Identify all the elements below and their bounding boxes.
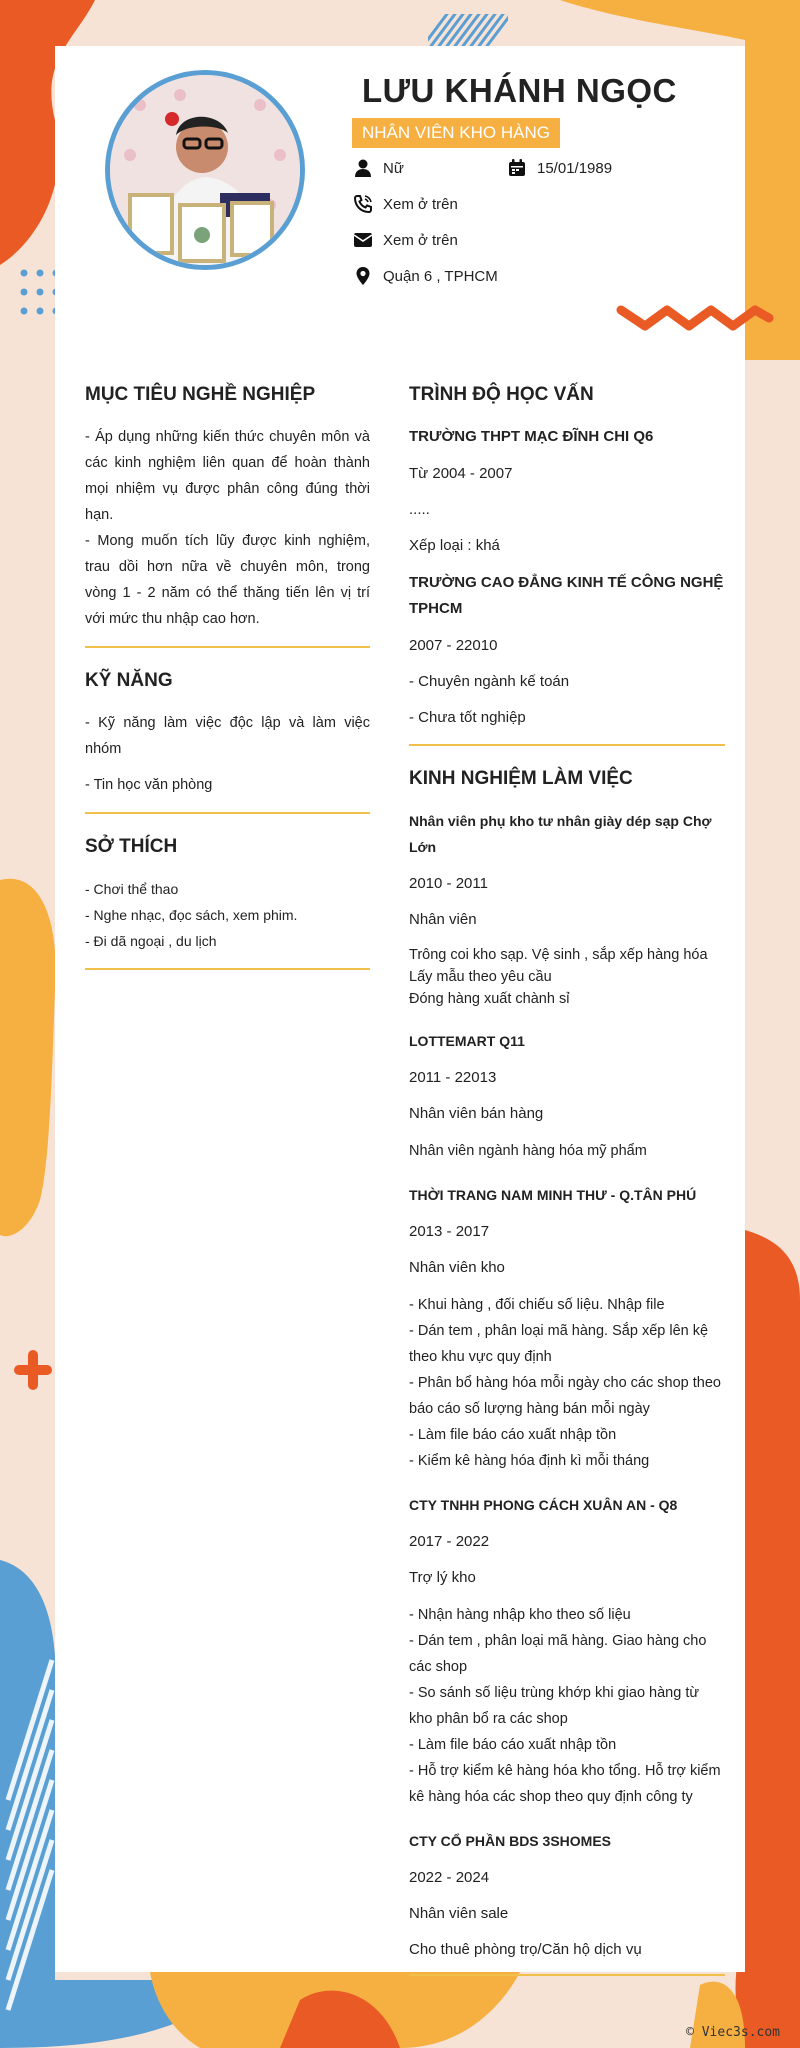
experience-period: 2011 - 22013 [409,1069,497,1086]
desc-line: - Làm file báo cáo xuất nhập tồn [409,1427,617,1443]
section-divider [409,744,725,746]
section-divider [85,812,370,814]
experience-desc [409,944,725,1010]
education-detail: - Chưa tốt nghiệp [409,709,526,726]
gender-value: Nữ [383,159,404,177]
experience-desc: Cho thuê phòng trọ/Căn hộ dịch vụ [409,1941,642,1958]
skills-body [85,710,370,798]
desc-line: - Nhận hàng nhập kho theo số liệu [409,1607,631,1623]
desc-line: - So sánh số liệu trùng khớp khi giao hàng từ kho phân bổ ra các shop [409,1685,700,1727]
education-period: 2007 - 22010 [409,637,498,654]
resume-page [55,46,745,1972]
objective-line: - Áp dụng những kiến thức chuyên môn và các kinh nghiệm liên quan để hoàn thành mọi nhiệm vụ được phân công đúng thời hạn. [85,429,370,523]
education-entry [409,424,725,558]
experience-entry [409,1828,725,1962]
birthdate-value: 15/01/1989 [537,159,613,177]
desc-line: - Hỗ trợ kiểm kê hàng hóa kho tổng. Hỗ trợ kiểm kê hàng hóa các shop theo quy định công ty [409,1763,721,1805]
company-name: Nhân viên phụ kho tư nhân giày dép sạp Chợ Lớn [409,813,712,855]
section-divider [85,646,370,648]
experience-period: 2022 - 2024 [409,1869,490,1886]
phone-icon [353,194,373,214]
hobbies-body [85,876,370,954]
phone-value: Xem ở trên [383,195,458,213]
phone-info [353,194,458,214]
experience-title: KINH NGHIỆM LÀM VIỆC [409,768,633,789]
envelope-icon [353,230,373,250]
avatar [105,70,305,270]
objective-title: MỤC TIÊU NGHỀ NGHIỆP [85,384,316,405]
desc-line: - Phân bổ hàng hóa mỗi ngày cho các shop theo báo cáo số lượng hàng bán mỗi ngày [409,1375,721,1417]
hobby-item: - Chơi thể thao [85,881,179,897]
left-column [85,384,370,992]
experience-entry [409,1182,725,1474]
objective-body [85,424,370,632]
candidate-name: LƯU KHÁNH NGỌC [362,72,677,109]
birthdate-info [507,158,612,178]
map-pin-icon [353,266,373,286]
desc-line: - Dán tem , phân loại mã hàng. Giao hàng cho các shop [409,1633,707,1675]
section-divider [409,1974,725,1976]
calendar-icon [507,158,527,178]
company-name: CTY CỔ PHẦN BDS 3SHOMES [409,1833,611,1849]
desc-line: - Dán tem , phân loại mã hàng. Sắp xếp lên kệ theo khu vực quy định [409,1323,709,1365]
skill-item: - Tin học văn phòng [85,777,213,793]
experience-position: Trợ lý kho [409,1569,476,1586]
education-period: Từ 2004 - 2007 [409,465,513,482]
experience-position: Nhân viên [409,911,477,928]
email-info [353,230,458,250]
address-info [353,266,498,286]
objective-line: - Mong muốn tích lũy được kinh nghiệm, trau dồi hơn nữa về chuyên môn, trong vòng 1 - 2 năm có thể thăng tiến lên vị trí với mức thu nhập cao hơn. [85,533,370,627]
desc-line: Lấy mẫu theo yêu cầu [409,969,552,985]
desc-line: - Làm file báo cáo xuất nhập tồn [409,1737,617,1753]
experience-position: Nhân viên sale [409,1905,509,1922]
education-detail: Xếp loại : khá [409,537,500,554]
experience-position: Nhân viên kho [409,1259,505,1276]
experience-entry [409,808,725,1010]
company-name: THỜI TRANG NAM MINH THƯ - Q.TÂN PHÚ [409,1187,697,1203]
experience-desc [409,1602,725,1810]
email-value: Xem ở trên [383,231,458,249]
experience-position: Nhân viên bán hàng [409,1105,544,1122]
zigzag-decoration [615,302,775,332]
right-column [409,384,725,1998]
hobbies-title: SỞ THÍCH [85,836,178,857]
watermark: © Viec3s.com [686,2025,780,2040]
experience-desc [409,1138,725,1164]
hobby-item: - Nghe nhạc, đọc sách, xem phim. [85,907,298,923]
desc-line: Đóng hàng xuất chành sỉ [409,991,570,1007]
experience-entry [409,1492,725,1810]
desc-line: - Kiểm kê hàng hóa định kì mỗi tháng [409,1453,650,1469]
hobby-item: - Đi dã ngoại , du lịch [85,933,217,949]
address-value: Quận 6 , TPHCM [383,267,498,285]
education-note: - Chuyên ngành kế toán [409,673,570,690]
school-name: TRƯỜNG CAO ĐẲNG KINH TẾ CÔNG NGHỆ TPHCM [409,574,724,617]
gender-info [353,158,404,178]
section-divider [85,968,370,970]
desc-line: Nhân viên ngành hàng hóa mỹ phẩm [409,1143,647,1159]
skill-item: - Kỹ năng làm việc độc lập và làm việc nhóm [85,715,370,757]
user-icon [353,158,373,178]
role-badge: NHÂN VIÊN KHO HÀNG [352,118,560,148]
desc-line: Trông coi kho sạp. Vệ sinh , sắp xếp hàng hóa [409,947,708,963]
experience-period: 2013 - 2017 [409,1223,490,1240]
school-name: TRƯỜNG THPT MẠC ĐĨNH CHI Q6 [409,428,654,445]
education-entry [409,570,725,730]
company-name: CTY TNHH PHONG CÁCH XUÂN AN - Q8 [409,1497,678,1513]
company-name: LOTTEMART Q11 [409,1033,525,1049]
experience-entry [409,1028,725,1164]
experience-desc [409,1292,725,1474]
skills-title: KỸ NĂNG [85,670,173,691]
education-note: ..... [409,501,430,518]
education-title: TRÌNH ĐỘ HỌC VẤN [409,384,594,405]
experience-period: 2017 - 2022 [409,1533,490,1550]
experience-period: 2010 - 2011 [409,875,488,892]
desc-line: - Khui hàng , đối chiếu số liệu. Nhập file [409,1297,665,1313]
